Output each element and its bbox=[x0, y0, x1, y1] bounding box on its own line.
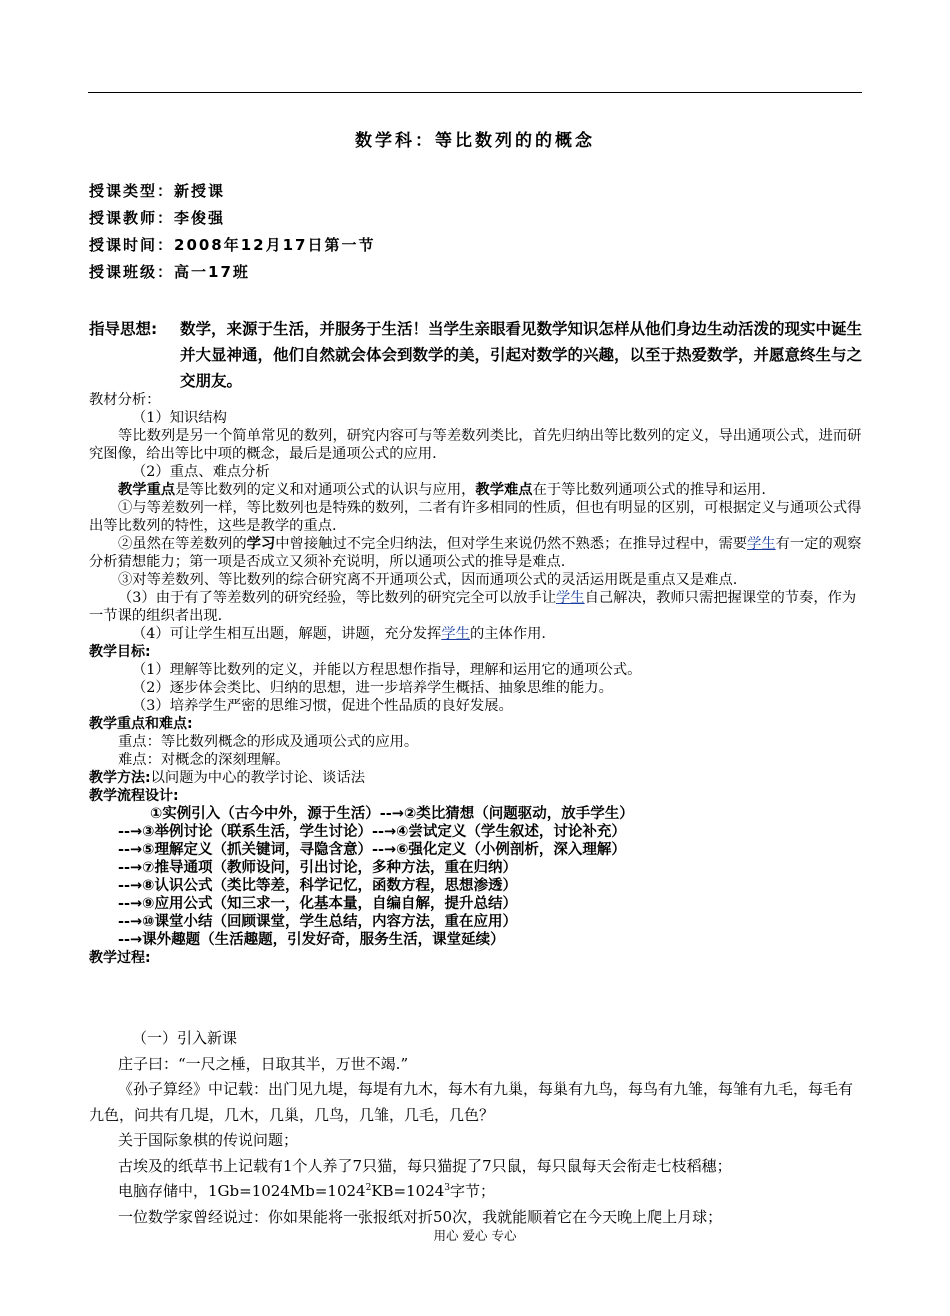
analysis-heading: 教材分析： bbox=[89, 392, 161, 408]
zhuangzi-quote: 庄子曰：“一尺之棰，日取其半，万世不竭.” bbox=[118, 1054, 409, 1073]
flow-line: --→课外趣题（生活趣题，引发好奇，服务生活，课堂延续） bbox=[118, 932, 505, 948]
analysis-s4: （4）可让学生相互出题，解题，讲题，充分发挥学生的主体作用. bbox=[132, 626, 546, 642]
guiding-thought-label: 指导思想: bbox=[89, 320, 158, 338]
student-link[interactable]: 学生 bbox=[441, 626, 470, 642]
student-link[interactable]: 学生 bbox=[747, 536, 776, 552]
lesson-type: 授课类型：新授课 bbox=[89, 182, 226, 200]
flow-line: --→⑧认识公式（类比等差，科学记忆，函数方程，思想渗透） bbox=[118, 878, 517, 894]
document-title: 数学科：等比数列的的概念 bbox=[355, 131, 595, 151]
flow-line: --→③举例讨论（联系生活，学生讨论）--→④尝试定义（学生叙述，讨论补充） bbox=[118, 824, 626, 840]
egypt-text: 古埃及的纸草书上记载有1个人养了7只猫，每只猫捉了7只鼠，每只鼠每天会衔走七枝稻穗； bbox=[118, 1156, 732, 1175]
analysis-s1-text: 等比数列是另一个简单常见的数列，研究内容可与等差数列类比，首先归纳出等比数列的定义，导出通项公式，进而研究图像，给出等比中项的概念，最后是通项公式的应用. bbox=[89, 428, 862, 462]
chess-text: 关于国际象棋的传说问题； bbox=[118, 1131, 299, 1149]
difficulty-label: 教学难点 bbox=[475, 482, 533, 498]
paper-fold-text: 一位数学家曾经说过：你如果能将一张报纸对折50次，我就能顺着它在今天晚上爬上月球； bbox=[118, 1207, 723, 1226]
flow-line: --→⑨应用公式（知三求一，化基本量，自编自解，提升总结） bbox=[118, 896, 517, 912]
student-link[interactable]: 学生 bbox=[556, 590, 585, 606]
analysis-s2-title: （2）重点、难点分析 bbox=[132, 464, 270, 480]
lesson-teacher: 授课教师：李俊强 bbox=[89, 209, 226, 227]
analysis-s1-title: （1）知识结构 bbox=[132, 410, 227, 426]
lesson-time: 授课时间：2008年12月17日第一节 bbox=[89, 236, 376, 254]
flow-line: --→⑩课堂小结（回顾课堂，学生总结，内容方法，重在应用） bbox=[118, 914, 517, 930]
flow-line: --→⑤理解定义（抓关键词，寻隐含意）--→⑥强化定义（小例剖析，深入理解） bbox=[118, 842, 626, 858]
lesson-meta bbox=[89, 180, 376, 288]
page-footer: 用心 爱心 专心 bbox=[433, 1228, 517, 1243]
flow-heading: 教学流程设计: bbox=[89, 788, 179, 804]
analysis-s2-text: 教学重点是等比数列的定义和对通项公式的认识与应用，教学难点在于等比数列通项公式的推导和运用. bbox=[118, 482, 766, 498]
computer-storage-text: 电脑存储中，$1Gb=1024Mb=1024^2KB=1024^3$字节； bbox=[118, 1182, 496, 1200]
flow-line: --→⑦推导通项（教师设问，引出讨论，多种方法，重在归纳） bbox=[118, 860, 517, 876]
analysis-s3: （3）由于有了等差数列的研究经验，等比数列的研究完全可以放手让学生自己解决，教师只需把握课堂的节奏，作为一节课的组织者出现. bbox=[89, 590, 857, 624]
keypoints-heading: 教学重点和难点: bbox=[89, 716, 193, 732]
goals-heading: 教学目标: bbox=[89, 644, 151, 660]
sunzi-text: 《孙子算经》中记载：出门见九堤，每堤有九木，每木有九巢，每巢有九鸟，每鸟有九雏，每雏有九毛，每毛有九色，问共有几堤，几木，几巢，几鸟，几雏，几毛，几色？ bbox=[89, 1080, 854, 1124]
document-body bbox=[89, 391, 862, 967]
keypoint-hard: 难点：对概念的深刻理解。 bbox=[118, 752, 290, 768]
analysis-point-1: ①与等差数列一样，等比数列也是特殊的数列，二者有许多相同的性质，但也有明显的区别，可根据定义与通项公式得出等比数列的特性，这些是教学的重点. bbox=[89, 500, 862, 534]
process-heading: 教学过程: bbox=[89, 950, 151, 966]
method-heading: 教学方法: bbox=[89, 770, 151, 786]
flow-line: ①实例引入（古今中外，源于生活）--→②类比猜想（问题驱动，放手学生） bbox=[150, 806, 634, 822]
keypoint-key: 重点：等比数列概念的形成及通项公式的应用。 bbox=[118, 734, 419, 750]
goal-item: （1）理解等比数列的定义，并能以方程思想作指导，理解和运用它的通项公式。 bbox=[132, 662, 642, 678]
goal-item: （3）培养学生严密的思维习惯，促进个性品质的良好发展。 bbox=[132, 698, 513, 714]
analysis-point-2: ②虽然在等差数列的学习中曾接触过不完全归纳法，但对学生来说仍然不熟悉；在推导过程中，需要学生有一定的观察分析猜想能力；第一项是否成立又须补充说明，所以通项公式的推导是难点. bbox=[89, 536, 862, 570]
key-label: 教学重点 bbox=[118, 482, 176, 498]
goal-item: （2）逐步体会类比、归纳的思想，进一步培养学生概括、抽象思维的能力。 bbox=[132, 680, 613, 696]
method-text: 以问题为中心的教学讨论、谈话法 bbox=[150, 770, 366, 786]
guiding-thought-text: 数学，来源于生活，并服务于生活！当学生亲眼看见数学知识怎样从他们身边生动活泼的现实中诞生并大显神通，他们自然就会体会到数学的美，引起对数学的兴趣，以至于热爱数学，并愿意终生与之交朋友。 bbox=[180, 320, 863, 390]
lesson-class: 授课班级：高一17班 bbox=[89, 263, 250, 281]
header-rule bbox=[88, 92, 862, 93]
method-line bbox=[89, 769, 862, 787]
guiding-thought bbox=[89, 316, 867, 394]
flow-design bbox=[89, 787, 862, 949]
analysis-point-3: ③对等差数列、等比数列的综合研究离不开通项公式，因而通项公式的灵活运用既是重点又是难点. bbox=[118, 572, 738, 588]
process-sub: （一）引入新课 bbox=[132, 1029, 238, 1047]
teaching-process bbox=[89, 1026, 862, 1230]
